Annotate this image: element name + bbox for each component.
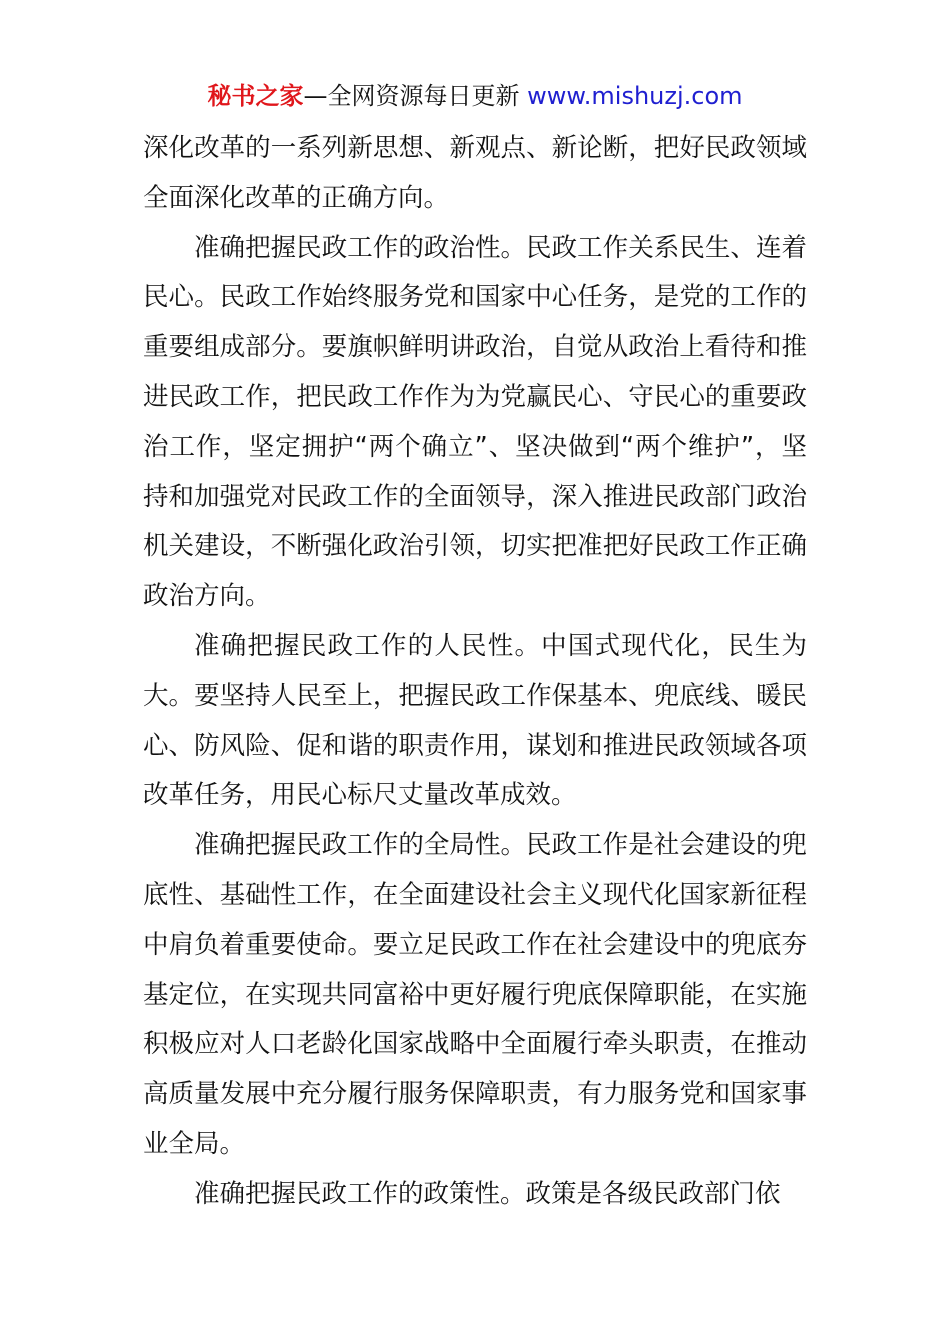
brand-name: 秘书之家 bbox=[207, 82, 304, 110]
paragraph-people: 准确把握民政工作的人民性。中国式现代化，民生为大。要坚持人民至上，把握民政工作保基本、兜底线、暖民心、防风险、促和谐的职责作用，谋划和推进民政领域各项改革任务，用民心标尺丈量改革成效。 bbox=[143, 630, 807, 811]
paragraph-overall: 准确把握民政工作的全局性。民政工作是社会建设的兜底性、基础性工作，在全面建设社会主义现代化国家新征程中肩负着重要使命。要立足民政工作在社会建设中的兜底夯基定位，在实现共同富裕中更好履行兜底保障职能，在实施积极应对人口老龄化国家战略中全面履行牵头职责，在推动高质量发展中充分履行服务保障职责，有力服务党和国家事业全局。 bbox=[143, 830, 807, 1159]
site-header bbox=[0, 80, 950, 112]
paragraph-political: 准确把握民政工作的政治性。民政工作关系民生、连着民心。民政工作始终服务党和国家中心任务，是党的工作的重要组成部分。要旗帜鲜明讲政治，自觉从政治上看待和推进民政工作，把民政工作作为为党赢民心、守民心的重要政治工作，坚定拥护“两个确立”、坚决做到“两个维护”，坚持和加强党对民政工作的全面领导，深入推进民政部门政治机关建设，不断强化政治引领，切实把准把好民政工作正确政治方向。 bbox=[143, 232, 807, 612]
header-tagline: —全网资源每日更新 bbox=[303, 82, 520, 110]
paragraph-policy: 准确把握民政工作的政策性。政策是各级民政部门依 bbox=[194, 1178, 781, 1209]
document-body bbox=[143, 124, 807, 1220]
paragraph-continued: 深化改革的一系列新思想、新观点、新论断，把好民政领域全面深化改革的正确方向。 bbox=[143, 133, 807, 213]
site-url-link[interactable]: www.mishuzj.com bbox=[527, 82, 743, 110]
